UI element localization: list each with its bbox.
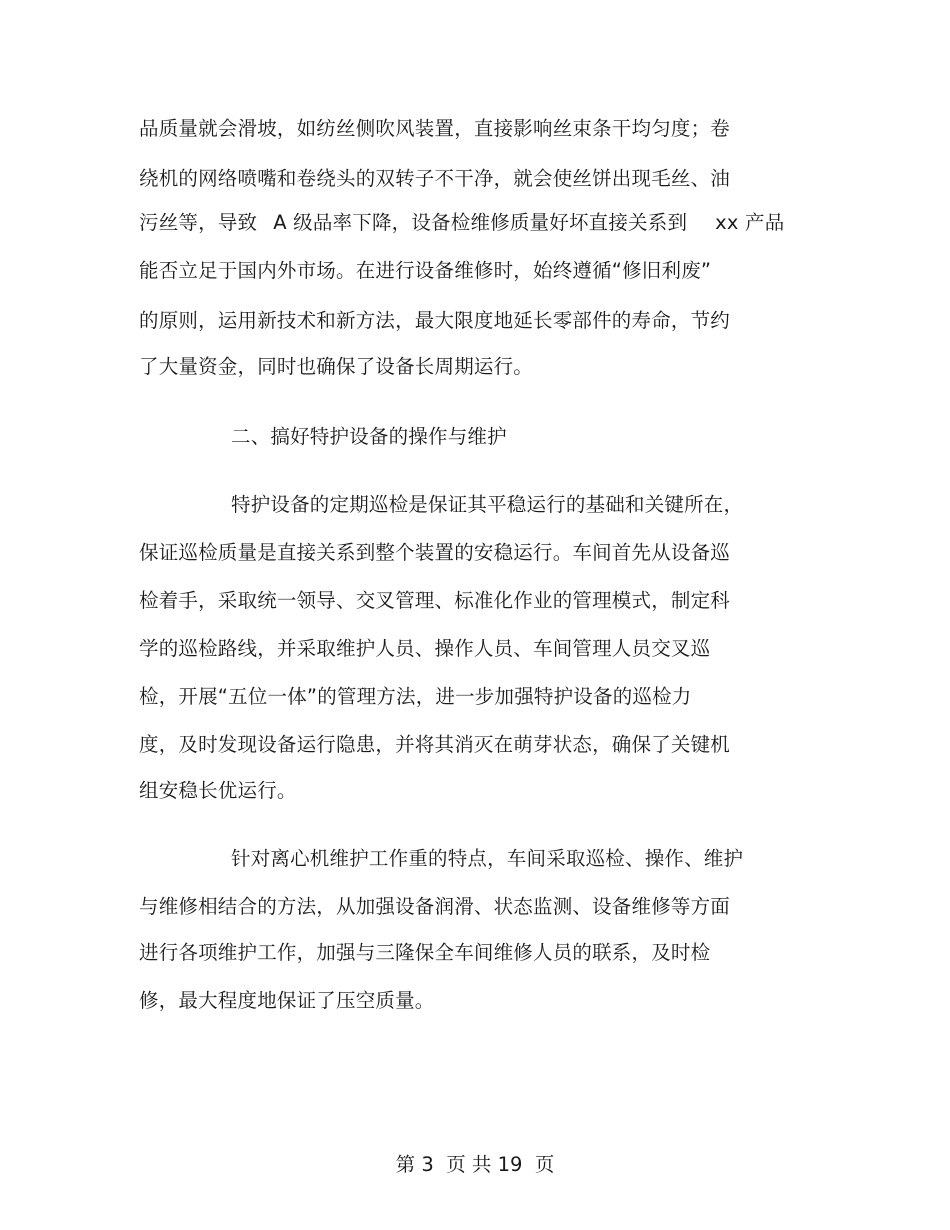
text-line: 绕机的网络喷嘴和卷绕头的双转子不干净，就会使丝饼出现毛丝、油 <box>139 167 731 190</box>
text-line: 进行各项维护工作，加强与三隆保全车间维修人员的联系，及时检 <box>139 941 711 964</box>
section-heading: 二、搞好特护设备的操作与维护 <box>231 425 507 448</box>
text-line: 特护设备的定期巡检是保证其平稳运行的基础和关键所在， <box>231 493 744 516</box>
footer-suffix: 页 <box>534 1153 555 1176</box>
text-line: 与维修相结合的方法，从加强设备润滑、状态监测、设备维修等方面 <box>139 895 731 918</box>
text-line: 组安稳长优运行。 <box>139 779 297 802</box>
text-segment: xx 产品 <box>715 211 785 234</box>
current-page-number: 3 <box>421 1153 434 1176</box>
text-line: 修，最大程度地保证了压空质量。 <box>139 989 435 1012</box>
text-line: 检，开展“五位一体”的管理方法，进一步加强特护设备的巡检力 <box>139 685 692 708</box>
text-line: 能否立足于国内外市场。在进行设备维修时，始终遵循“修旧利废” <box>139 259 712 282</box>
text-line: 针对离心机维护工作重的特点，车间采取巡检、操作、维护 <box>231 847 744 870</box>
text-segment: A 级品率下降，设备检维修质量好坏直接关系到 <box>273 211 688 234</box>
page-number-footer <box>0 1152 950 1178</box>
footer-mid: 页 共 <box>446 1153 492 1176</box>
text-line: 保证巡检质量是直接关系到整个装置的安稳运行。车间首先从设备巡 <box>139 541 731 564</box>
text-line: 了大量资金，同时也确保了设备长周期运行。 <box>139 355 534 378</box>
text-line: 的原则，运用新技术和新方法，最大限度地延长零部件的寿命，节约 <box>139 309 731 332</box>
text-line: 检着手，采取统一领导、交叉管理、标准化作业的管理模式，制定科 <box>139 589 731 612</box>
text-line: 学的巡检路线，并采取维护人员、操作人员、车间管理人员交叉巡 <box>139 637 711 660</box>
text-line: 品质量就会滑坡，如纺丝侧吹风装置，直接影响丝束条干均匀度；卷 <box>139 117 731 140</box>
text-line: 度，及时发现设备运行隐患，并将其消灭在萌芽状态，确保了关键机 <box>139 733 731 756</box>
total-page-count: 19 <box>497 1153 523 1176</box>
text-line <box>139 210 784 236</box>
footer-prefix: 第 <box>395 1153 416 1176</box>
text-segment: 污丝等，导致 <box>139 211 258 234</box>
